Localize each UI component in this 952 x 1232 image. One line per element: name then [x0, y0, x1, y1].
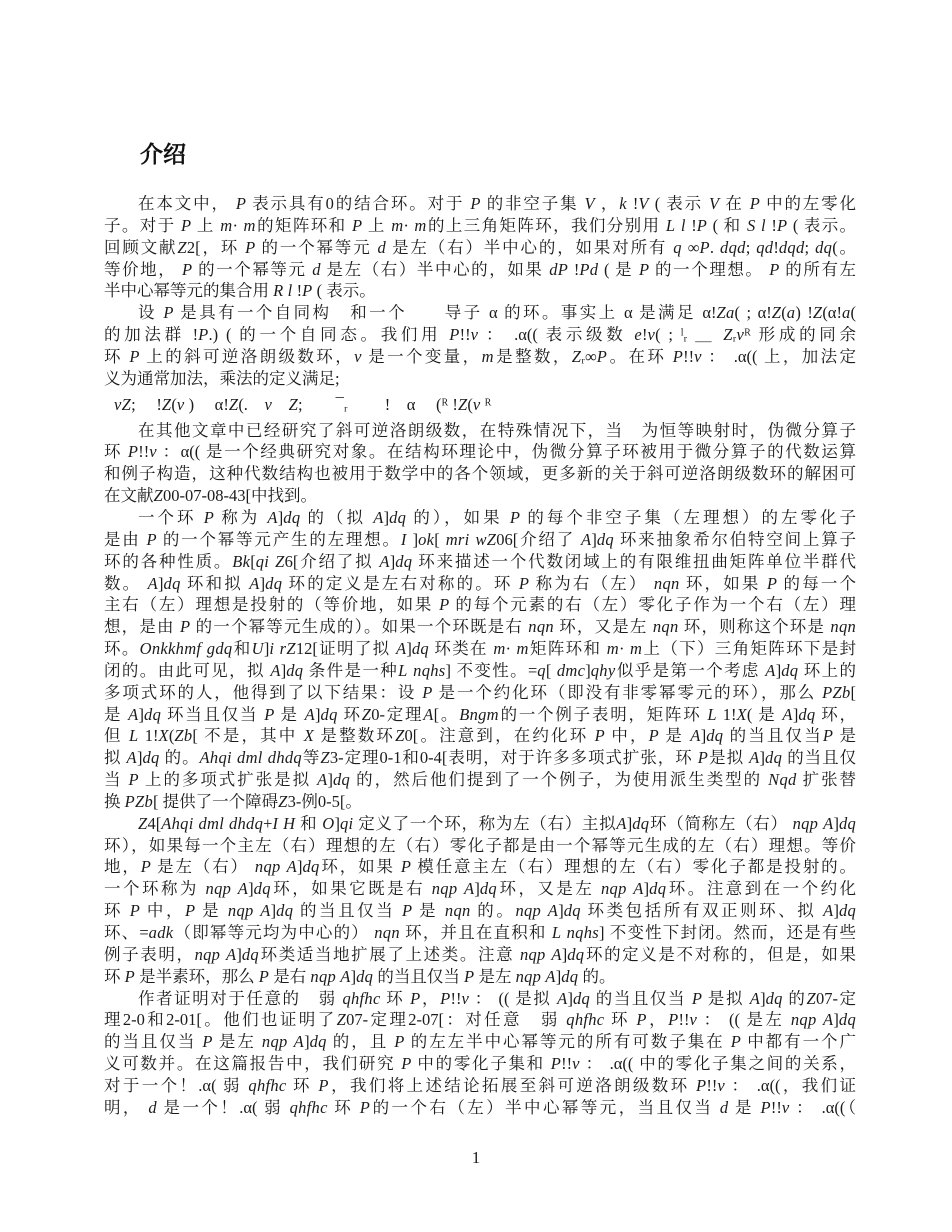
text-line: 环 P 是半素环，那么 P 是右 nqp A]dq 的当且仅当 P 是左 nqp A]dq 的。: [104, 966, 616, 986]
text-line: 环 P 中，P 是 nqp A]dq 的当且仅当 P 是 nqn 的。nqp A]dq 环类包括所有双正则环、拟 A]dq: [104, 901, 856, 921]
text-line: 明， d 是一个！.α( 弱 qhfhc 环 P的一个右（左）半中心幂等元，当且仅当 d 是 P!!v ： .α((（: [104, 1097, 856, 1117]
text-line: 拟 A]dq 的。Ahqi dml dhdq等Z3-定理0-1和0-4[表明，对于许多多项式扩张，环 P是拟 A]dq 的当且仅: [104, 748, 856, 768]
text-line: 等价地， P 的一个幂等元 d 是左（右）半中心的，如果 dP !Pd ( 是 P 的一个理想。 P 的所有左: [104, 259, 856, 279]
text-line: 是由 P 的一个幂等元产生的左理想。I ]ok[ mri wZ06[介绍了 A]dq 环来抽象希尔伯特空间上算子: [104, 529, 856, 549]
text-line: 在其他文章中已经研究了斜可逆洛朗级数，在特殊情况下，当 为恒等映射时，伪微分算子: [138, 420, 856, 440]
text-line: 子。对于 P 上 m· m的矩阵环和 P 上 m· m的上三角矩阵环，我们分别用 L l !P ( 和 S l !P ( 表示。: [104, 215, 856, 235]
text-line: 环 P!!v ：α(( 是一个经典研究对象。在结构环理论中，伪微分算子环被用于微分算子的代数运算: [104, 442, 856, 462]
page-content: [104, 142, 856, 1119]
text-line: 义为通常加法，乘法的定义满足;: [104, 368, 340, 388]
text-line: 环），如果每一个主左（右）理想的左（右）零化子都是由一个幂等元生成的左（右）理想。等价: [104, 835, 856, 855]
text-line: 在文献Z00-07-08-43[中找到。: [104, 486, 317, 506]
text-line: 换 PZb[ 提供了一个障碍Z3-例0-5[。: [104, 791, 362, 811]
text-line: 当 P 上的多项式扩张是拟 A]dq 的，然后他们提到了一个例子，为使用派生类型的 Nqd 扩张替: [104, 770, 856, 790]
text-line: 地，P 是左（右） nqp A]dq环，如果 P 模任意主左（右）理想的左（右）零化子都是投射的。: [104, 857, 856, 877]
text-line: 主右（左）理想是投射的（等价地，如果 P 的每个元素的右（左）零化子作为一个右（左）理: [104, 595, 856, 615]
paragraph: [104, 302, 856, 389]
text-line: 环的各种性质。Bk[qi Z6[介绍了拟 A]dq 环来描述一个代数闭域上的有限维扭曲矩阵单位半群代: [104, 551, 856, 571]
text-line: 例子表明，nqp A]dq环类适当地扩展了上述类。注意 nqp A]dq环的定义是不对称的，但是，如果: [104, 944, 856, 964]
page-title: 介绍: [140, 141, 186, 167]
text-line: 一个环称为 nqp A]dq环，如果它既是右 nqp A]dq环，又是左 nqp A]dq环。注意到在一个约化: [104, 879, 856, 899]
display-equation: [104, 390, 856, 420]
paragraph: [104, 988, 856, 1119]
equation-line: vZ; !Z(v ) α!Z(. v Z; ¯ᵣ ! α (ᴿ !Z(v ᴿ: [114, 394, 492, 414]
text-line: 但 L 1!X(Zb[ 不是，其中 X 是整数环Z0[。注意到，在约化环 P 中，P 是 A]dq 的当且仅当P 是: [104, 726, 856, 746]
text-line: 多项式环的人，他得到了以下结果：设 P 是一个约化环（即没有非零幂零元的环），那么 PZb[: [104, 682, 856, 702]
text-line: 回顾文献Z2[，环 P 的一个幂等元 d 是左（右）半中心的，如果对所有 q ∞P. dqd; qd!dqd; dq(。: [104, 237, 856, 257]
text-line: 闭的。由此可见，拟 A]dq 条件是一种L nqhs] 不变性。=q[ dmc]qhy似乎是第一个考虑 A]dq 环上的: [104, 660, 856, 680]
text-line: 理2-0和2-01[。他们也证明了Z07-定理2-07[：对任意 弱 qhfhc 环 P，P!!v ： (( 是左 nqp A]dq: [104, 1010, 856, 1030]
text-line: 设 P 是具有一个自同构 和一个 导子 α 的环。事实上 α 是满足 α!Za( ; α!Z(a) !Z(α!a(: [138, 303, 856, 323]
text-line: 的当且仅当 P 是左 nqp A]dq 的，且 P 的左左半中心幂等元的所有可数子集在 P 中都有一个广: [104, 1032, 856, 1052]
text-line: 和例子构造，这种代数结构也被用于数学中的各个领域，更多新的关于斜可逆洛朗级数环的解困可: [104, 464, 856, 484]
paragraph: [104, 813, 856, 988]
text-line: 义可数并。在这篇报告中，我们研究 P 中的零化子集和 P!!v ： .α(( 中的零化子集之间的关系，: [104, 1054, 856, 1074]
text-line: 一个环 P 称为 A]dq 的（拟 A]dq 的），如果 P 的每个非空子集（左理想）的左零化子: [138, 507, 856, 527]
paragraph: [104, 420, 856, 507]
text-line: 是 A]dq 环当且仅当 P 是 A]dq 环Z0-定理A[。Bngm的一个例子表明，矩阵环 L 1!X( 是 A]dq 环，: [104, 704, 856, 724]
text-line: 的加法群 !P.) ( 的一个自同态。我们用 P!!v ： .α(( 表示级数 e!v( ; ˡᵣ ＿ Zᵣvᴿ 形成的同余: [104, 325, 856, 345]
text-line: Z4[Ahqi dml dhdq+I H 和 O]qi 定义了一个环，称为左（右）主拟A]dq环（简称左（右） nqp A]dq: [138, 813, 856, 833]
text-line: 想，是由 P 的一个幂等元生成的）。如果一个环既是右 nqn 环，又是左 nqn 环，则称这个环是 nqn: [104, 617, 856, 637]
paragraph: [104, 193, 856, 302]
paragraph: [104, 507, 856, 813]
text-line: 环。Onkkhmf gdq和U]i rZ12[证明了拟 A]dq 环类在 m· m矩阵环和 m· m上（下）三角矩阵环下是封: [104, 639, 856, 659]
text-line: 环、=adk（即幂等元均为中心的） nqn 环，并且在直积和 L nqhs] 不变性下封闭。然而，还是有些: [104, 923, 856, 942]
body-text: [104, 193, 856, 1119]
page-number: 1: [471, 1148, 481, 1167]
text-line: 对于一个！.α( 弱 qhfhc 环 P，我们将上述结论拓展至斜可逆洛朗级数环 P!!v ： .α((，我们证: [104, 1075, 856, 1095]
text-line: 作者证明对于任意的 弱 qhfhc 环 P，P!!v ： (( 是拟 A]dq 的当且仅当 P 是拟 A]dq 的Z07-定: [138, 988, 856, 1008]
text-line: 在本文中， P 表示具有0的结合环。对于 P 的非空子集 V ，k !V ( 表示 V 在 P 中的左零化: [138, 194, 856, 213]
text-line: 数。 A]dq 环和拟 A]dq 环的定义是左右对称的。环 P 称为右（左） nqn 环，如果 P 的每一个: [104, 573, 856, 593]
text-line: 环 P 上的斜可逆洛朗级数环，v 是一个变量，m是整数，Zᵣ∞P。在环 P!!v ： .α(( 上，加法定: [104, 346, 856, 366]
text-line: 半中心幂等元的集合用 R l !P ( 表示。: [104, 281, 376, 301]
